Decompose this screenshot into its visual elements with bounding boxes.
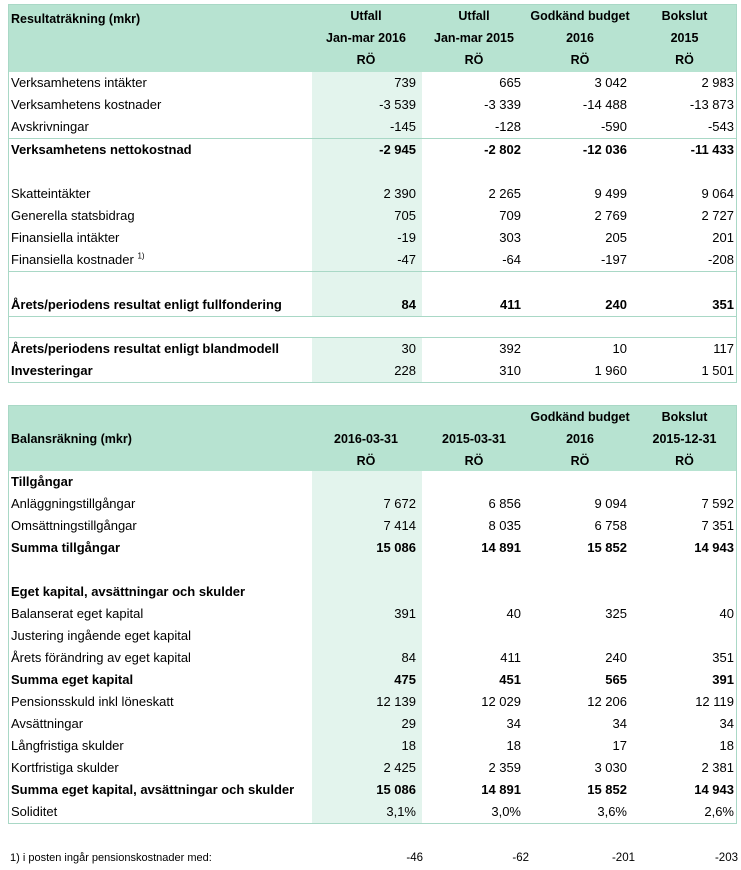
table-row: Verksamhetens intäkter 739 665 3 042 2 983 <box>11 75 734 90</box>
balance-body <box>9 471 736 823</box>
table-row-total: Verksamhetens nettokostnad -2 945 -2 802 -12 036 -11 433 <box>9 138 736 161</box>
table-row: Finansiella intäkter -19 303 205 201 <box>11 230 734 245</box>
section-heading: Eget kapital, avsättningar och skulder <box>11 584 246 599</box>
income-header <box>9 5 736 72</box>
balance-col-3-header: Godkänd budget 2016 RÖ <box>530 410 630 468</box>
table-row-total: Summa eget kapital, avsättningar och skulder 15 086 14 891 15 852 14 943 <box>11 782 734 797</box>
table-row: Kortfristiga skulder 2 425 2 359 3 030 2 381 <box>11 760 734 775</box>
table-row: Pensionsskuld inkl löneskatt 12 139 12 029 12 206 12 119 <box>11 694 734 709</box>
table-row: Justering ingående eget kapital <box>11 628 191 643</box>
income-col-2-header: Utfall Jan-mar 2015 RÖ <box>434 9 514 67</box>
footnote: 1) i posten ingår pensionskostnader med: -46 -62 -201 -203 <box>10 848 737 868</box>
balance-col-4-header: Bokslut 2015-12-31 RÖ <box>652 410 717 468</box>
table-row-total: Årets/periodens resultat enligt fullfondering 84 411 240 351 <box>11 297 734 312</box>
table-row: Avsättningar 29 34 34 34 <box>11 716 734 731</box>
table-row: Omsättningstillgångar 7 414 8 035 6 758 7 351 <box>11 518 734 533</box>
balance-title: Balansräkning (mkr) <box>11 432 132 446</box>
table-row: Finansiella kostnader $^{1)}$ -47 -64 -197 -208 <box>11 251 734 267</box>
table-row: Balanserat eget kapital 391 40 325 40 <box>11 606 734 621</box>
income-statement-table <box>8 4 737 383</box>
footnote-text: 1) i posten ingår pensionskostnader med: <box>10 852 212 864</box>
table-row: Avskrivningar -145 -128 -590 -543 <box>11 119 734 134</box>
table-row: Långfristiga skulder 18 18 17 18 <box>11 738 734 753</box>
table-row: Soliditet 3,1% 3,0% 3,6% 2,6% <box>11 804 734 819</box>
table-row-total: Summa tillgångar 15 086 14 891 15 852 14 943 <box>11 540 734 555</box>
footnote-marker: 1) <box>137 251 145 261</box>
income-col-3-header: Godkänd budget 2016 RÖ <box>530 9 630 67</box>
income-col-4-header: Bokslut 2015 RÖ <box>661 9 708 67</box>
balance-col-1-header: 2016-03-31 RÖ <box>334 432 398 468</box>
table-row-total: Summa eget kapital 475 451 565 391 <box>11 672 734 687</box>
section-heading: Tillgångar <box>11 474 73 489</box>
table-row: Årets förändring av eget kapital 84 411 240 351 <box>11 650 734 665</box>
balance-header <box>9 406 736 471</box>
table-row: Generella statsbidrag 705 709 2 769 2 727 <box>11 208 734 223</box>
balance-col-2-header: 2015-03-31 RÖ <box>442 432 506 468</box>
table-row: Skatteintäkter 2 390 2 265 9 499 9 064 <box>11 186 734 201</box>
income-title: Resultaträkning (mkr) <box>11 12 141 26</box>
balance-sheet-table <box>8 405 737 824</box>
table-row-total: Årets/periodens resultat enligt blandmodell 30 392 10 117 <box>11 341 734 356</box>
income-body <box>9 72 736 382</box>
table-row: Investeringar 228 310 1 960 1 501 <box>11 363 734 378</box>
table-row: Anläggningstillgångar 7 672 6 856 9 094 7 592 <box>11 496 734 511</box>
income-col-1-header: Utfall Jan-mar 2016 RÖ <box>326 9 406 67</box>
table-row: Verksamhetens kostnader -3 539 -3 339 -14 488 -13 873 <box>11 97 734 112</box>
